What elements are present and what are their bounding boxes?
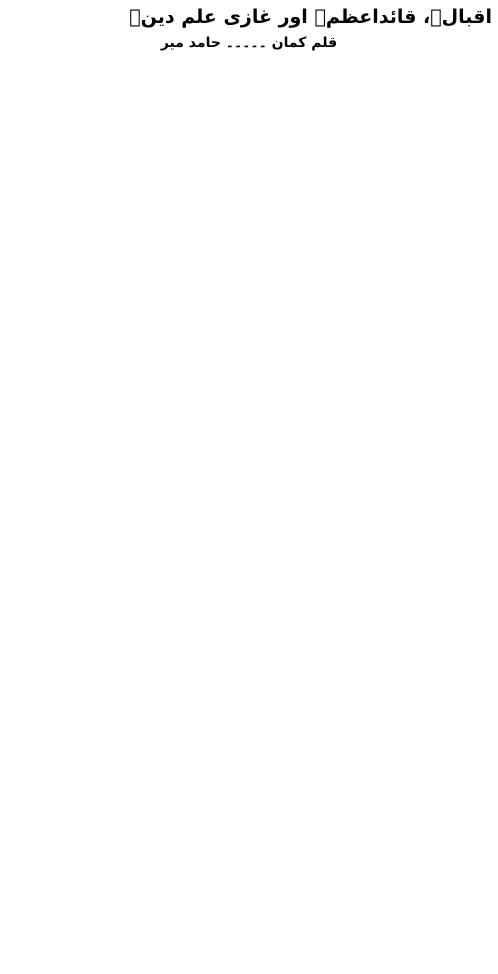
article-byline: قلم کمان ۔۔۔۔۔ حامد میر [160, 35, 338, 51]
article-headline: اقبالؒ، قائداعظمؒ اور غازی علم دینؒ [129, 6, 492, 28]
